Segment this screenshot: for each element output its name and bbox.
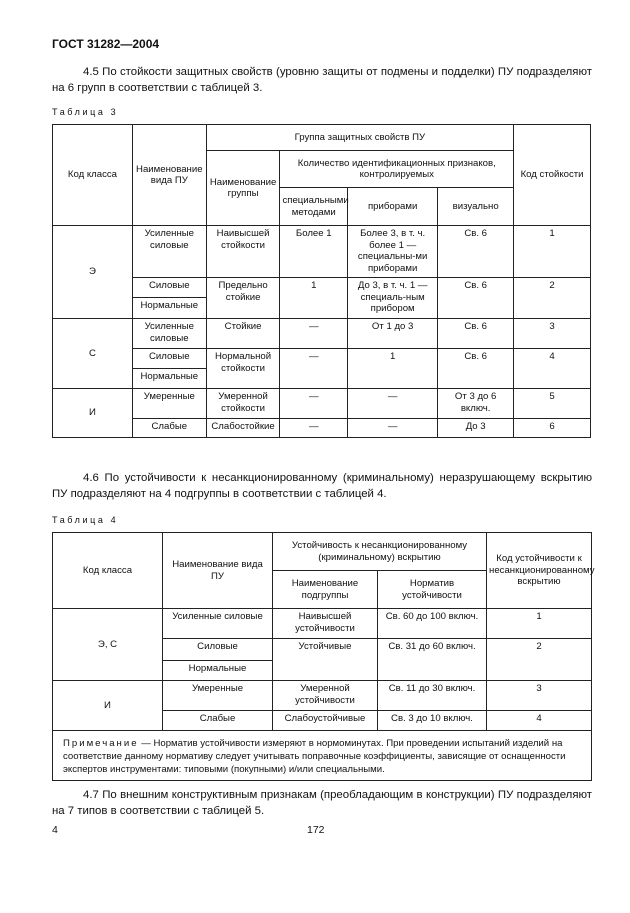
t4-head-code: Код устойчивости к несанкционированному вскрытию [487, 533, 592, 609]
t4-cell-subgroup: Слабоустойчивые [273, 711, 378, 731]
t3-cell-type: Слабые [132, 419, 206, 438]
table-row [53, 681, 592, 711]
t3-cell-group: Наивысшей стойкости [206, 226, 280, 278]
t4-cell-type: Силовые [163, 639, 273, 661]
t3-cell-code: 2 [514, 278, 591, 319]
t3-cell-type: Умеренные [132, 389, 206, 419]
t3-cell-code: 6 [514, 419, 591, 438]
t3-cell-instr: 1 [348, 349, 438, 389]
t3-cell-special: 1 [280, 278, 348, 319]
t4-cell-norm: Св. 31 до 60 включ. [378, 639, 487, 681]
t3-cell-group: Нормальной стойкости [206, 349, 280, 389]
t3-class-s: С [53, 319, 133, 389]
t3-cell-special: — [280, 349, 348, 389]
t3-cell-code: 5 [514, 389, 591, 419]
table-row [53, 349, 591, 369]
t4-cell-type: Усиленные силовые [163, 609, 273, 639]
t4-note-text: — Норматив устойчивости измеряют в нормоминутах. При проведении испытаний изделий на соответствие данному нормативу следует учитывать поправочные коэффициенты, зависящие от оснащенности экспертов инструментами: типовыми (покупными) и/или специальными. [63, 738, 566, 775]
t3-cell-special: Более 1 [280, 226, 348, 278]
t4-cell-norm: Св. 3 до 10 включ. [378, 711, 487, 731]
t3-cell-special: — [280, 419, 348, 438]
t3-cell-code: 4 [514, 349, 591, 389]
t3-cell-visual: От 3 до 6 включ. [438, 389, 514, 419]
paragraph-4-6: 4.6 По устойчивости к несанкционированному (криминальному) неразрушающему вскрытию ПУ подразделяют на 4 подгруппы в соответствии с таблицей 4. [52, 472, 592, 500]
t3-cell-group: Предельно стойкие [206, 278, 280, 319]
t3-head-instruments: приборами [348, 188, 438, 226]
page-number-left: 4 [52, 824, 58, 836]
table-row [53, 278, 591, 298]
t3-cell-visual: Св. 6 [438, 278, 514, 319]
t3-cell-visual: Св. 6 [438, 226, 514, 278]
t4-cell-code: 1 [487, 609, 592, 639]
t4-head-subgroup: Наименование подгруппы [273, 571, 378, 609]
document-header: ГОСТ 31282—2004 [52, 37, 160, 51]
t4-cell-norm: Св. 11 до 30 включ. [378, 681, 487, 711]
t3-cell-code: 1 [514, 226, 591, 278]
table-row [53, 389, 591, 419]
table-3 [52, 124, 591, 438]
t4-class-es: Э, С [53, 609, 163, 681]
t3-cell-type: Нормальные [132, 298, 206, 319]
t3-cell-type: Силовые [132, 349, 206, 369]
t4-cell-code: 3 [487, 681, 592, 711]
t3-cell-visual: Св. 6 [438, 349, 514, 389]
t3-cell-special: — [280, 389, 348, 419]
t4-note-label: Примечание [63, 738, 139, 749]
t4-cell-subgroup: Наивысшей устойчивости [273, 609, 378, 639]
t4-head-class-code: Код класса [53, 533, 163, 609]
paragraph-4-5: 4.5 По стойкости защитных свойств (уровню защиты от подмены и подделки) ПУ подразделяют на 6 групп в соответствии с таблицей 3. [52, 66, 592, 94]
t3-class-i: И [53, 389, 133, 438]
table3-caption: Таблица 3 [52, 107, 119, 117]
t3-cell-type: Силовые [132, 278, 206, 298]
t3-head-visual: визуально [438, 188, 514, 226]
t4-cell-code: 4 [487, 711, 592, 731]
t3-cell-type: Нормальные [132, 369, 206, 389]
table-row [53, 319, 591, 349]
table4-caption: Таблица 4 [52, 515, 119, 525]
t4-cell-subgroup: Умеренной устойчивости [273, 681, 378, 711]
t4-cell-norm: Св. 60 до 100 включ. [378, 609, 487, 639]
t3-cell-group: Стойкие [206, 319, 280, 349]
t3-cell-instr: До 3, в т. ч. 1 — специаль-ным прибором [348, 278, 438, 319]
table-4 [52, 532, 595, 781]
t3-cell-instr: От 1 до 3 [348, 319, 438, 349]
t4-head-resistance: Устойчивость к несанкционированному (криминальному) вскрытию [273, 533, 487, 571]
page-number-center: 172 [307, 824, 325, 836]
t4-class-i: И [53, 681, 163, 731]
t3-head-special: специальными методами [280, 188, 348, 226]
t3-cell-visual: До 3 [438, 419, 514, 438]
t3-head-type-name: Наименование вида ПУ [132, 125, 206, 226]
t3-cell-group: Умеренной стойкости [206, 389, 280, 419]
t4-cell-type: Слабые [163, 711, 273, 731]
t3-cell-instr: — [348, 389, 438, 419]
t4-cell-subgroup: Устойчивые [273, 639, 378, 681]
t3-cell-instr: Более 3, в т. ч. более 1 — специальны-ми приборами [348, 226, 438, 278]
t3-head-group: Группа защитных свойств ПУ [206, 125, 513, 151]
table-row [53, 226, 591, 278]
t4-head-type-name: Наименование вида ПУ [163, 533, 273, 609]
t4-cell-code: 2 [487, 639, 592, 681]
t3-cell-group: Слабостойкие [206, 419, 280, 438]
t3-head-group-name: Наименование группы [206, 151, 280, 226]
table-row [53, 609, 592, 639]
t4-head-norm: Норматив устойчивости [378, 571, 487, 609]
t3-head-class-code: Код класса [53, 125, 133, 226]
t4-cell-type: Умеренные [163, 681, 273, 711]
t3-cell-instr: — [348, 419, 438, 438]
t3-head-resistance-code: Код стойкости [514, 125, 591, 226]
paragraph-4-7: 4.7 По внешним конструктивным признакам (преобладающим в конструкции) ПУ подразделяют на 7 типов в соответствии с таблицей 5. [52, 789, 592, 817]
t3-cell-type: Усиленные силовые [132, 319, 206, 349]
t4-cell-type: Нормальные [163, 661, 273, 681]
t3-class-e: Э [53, 226, 133, 319]
t3-cell-visual: Св. 6 [438, 319, 514, 349]
t3-head-ident-count: Количество идентификационных признаков, контролируемых [280, 151, 514, 188]
table-row [53, 419, 591, 438]
t3-cell-code: 3 [514, 319, 591, 349]
t3-cell-type: Усиленные силовые [132, 226, 206, 278]
t3-cell-special: — [280, 319, 348, 349]
t4-note [53, 731, 592, 781]
